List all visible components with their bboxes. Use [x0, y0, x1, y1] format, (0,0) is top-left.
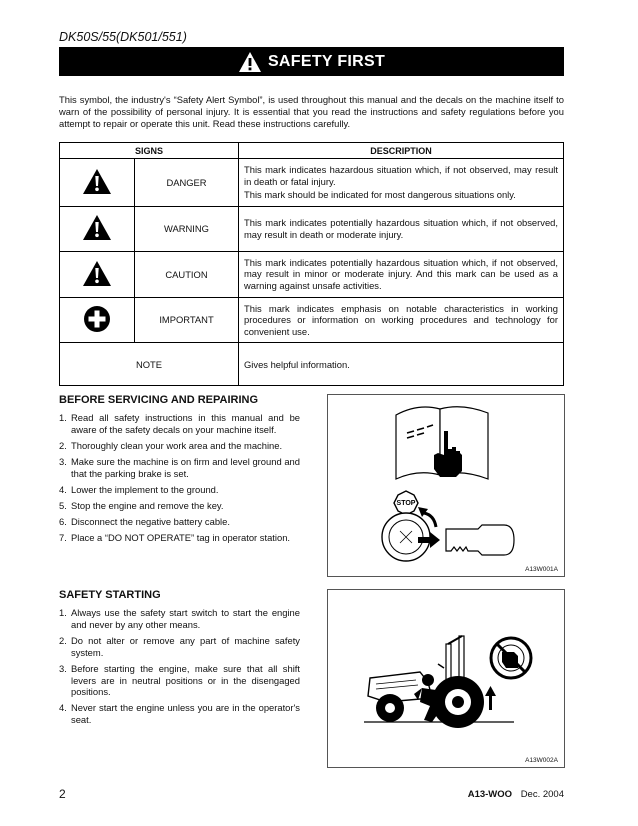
list-item: [59, 456, 300, 480]
item-text: Stop the engine and remove the key.: [71, 499, 224, 511]
safety-first-banner: [59, 47, 564, 76]
list-item: [59, 635, 300, 659]
sign-label: DANGER: [135, 159, 239, 207]
item-number: 1.: [59, 607, 67, 618]
safety-starting-list: [59, 607, 300, 730]
description-text: This mark indicates potentially hazardous situation which, if not observed, may result in minor or moderate injury. And this mark can be used as a warning against unsafe activities.: [244, 256, 558, 291]
table-row: [60, 251, 564, 297]
sign-label: IMPORTANT: [135, 297, 239, 343]
table-header-row: [60, 143, 564, 159]
sign-description: [239, 159, 564, 207]
description-text: This mark should be indicated for most dangerous situations only.: [244, 189, 516, 201]
description-text: This mark indicates potentially hazardous situation which, if not observed, may result in death or moderate injury.: [244, 217, 558, 240]
table-row: [60, 297, 564, 343]
manual-key-figure: [327, 394, 565, 577]
safety-starting-title: SAFETY STARTING: [59, 589, 161, 601]
page-number: 2: [59, 787, 66, 801]
sign-description: [239, 343, 564, 386]
item-text: Lower the implement to the ground.: [71, 483, 219, 495]
item-text: Read all safety instructions in this manual and be aware of the safety decals on your machine itself.: [71, 412, 300, 435]
safety-alert-icon: [238, 51, 262, 73]
item-number: 2.: [59, 634, 67, 646]
item-number: 1.: [59, 412, 67, 423]
list-item: [59, 532, 300, 544]
signs-header: SIGNS: [60, 143, 239, 159]
before-servicing-list: [59, 412, 300, 548]
sign-description: [239, 206, 564, 251]
footer: [468, 789, 564, 800]
model-title: DK50S/55(DK501/551): [59, 30, 187, 44]
item-text: Place a “DO NOT OPERATE” tag in operator station.: [71, 532, 291, 544]
item-number: 6.: [59, 516, 67, 528]
list-item: [59, 663, 300, 698]
item-number: 3.: [59, 455, 67, 467]
table-row: [60, 206, 564, 251]
item-text: Always use the safety start switch to start the engine and never by any other means.: [71, 607, 300, 630]
item-number: 4.: [59, 483, 67, 495]
table-row: [60, 343, 564, 386]
sign-description: [239, 297, 564, 343]
icon-cell: [60, 159, 135, 207]
list-item: [59, 516, 300, 528]
sign-label: CAUTION: [135, 251, 239, 297]
item-text: Disconnect the negative battery cable.: [71, 516, 230, 528]
before-servicing-title: BEFORE SERVICING AND REPAIRING: [59, 394, 259, 406]
item-text: Do not alter or remove any part of machine safety system.: [71, 634, 300, 658]
item-text: Before starting the engine, make sure that all shift levers are in neutral positions or in the disengaged positions.: [71, 662, 300, 698]
icon-cell: [60, 251, 135, 297]
item-number: 7.: [59, 532, 67, 544]
tractor-runover-illustration: [328, 590, 564, 756]
safety-alert-triangle-icon: [82, 260, 112, 287]
safety-alert-triangle-icon: [82, 214, 112, 241]
item-number: 2.: [59, 439, 67, 451]
description-text: Gives helpful information.: [244, 358, 350, 370]
stop-sign-text: STOP: [396, 500, 416, 507]
table-row: [60, 159, 564, 207]
signs-table: [59, 142, 564, 386]
item-text: Make sure the machine is on firm and level ground and that the parking brake is set.: [71, 455, 300, 479]
item-number: 4.: [59, 702, 67, 714]
sign-description: [239, 251, 564, 297]
intro-paragraph: This symbol, the industry's “Safety Alert Symbol”, is used throughout this manual and the decals on the machine itself to warn of the possibility of personal injury. It is essential that you read the instructions and safety regulations before you attempt to repair or operate this unit. Read these instructions carefully.: [59, 94, 564, 129]
safety-alert-triangle-icon: [82, 168, 112, 195]
doc-code: A13-WOO: [467, 789, 513, 800]
list-item: [59, 500, 300, 512]
item-number: 5.: [59, 499, 67, 511]
tractor-figure: [327, 589, 565, 768]
figure-caption: A13W002A: [525, 757, 558, 764]
list-item: [59, 412, 300, 436]
plus-circle-icon: [83, 305, 111, 333]
item-text: Thoroughly clean your work area and the machine.: [71, 439, 283, 451]
figure-caption: A13W001A: [525, 566, 558, 573]
icon-cell: [60, 206, 135, 251]
icon-cell: [60, 297, 135, 343]
sign-label: NOTE: [60, 343, 239, 386]
item-number: 3.: [59, 662, 67, 674]
manual-stop-key-illustration: [328, 395, 564, 565]
description-text: This mark indicates hazardous situation which, if not observed, may result in death or fatal injury.: [244, 164, 558, 187]
sign-label: WARNING: [135, 206, 239, 251]
description-header: DESCRIPTION: [239, 143, 564, 159]
description-text: This mark indicates emphasis on notable characteristics in working procedures or information on working procedures and technology for convenient use.: [244, 302, 558, 337]
list-item: [59, 607, 300, 631]
list-item: [59, 484, 300, 496]
banner-title: SAFETY FIRST: [267, 52, 386, 70]
list-item: [59, 440, 300, 452]
item-text: Never start the engine unless you are in the operator's seat.: [71, 702, 300, 726]
doc-date: Dec. 2004: [520, 789, 564, 800]
list-item: [59, 702, 300, 726]
